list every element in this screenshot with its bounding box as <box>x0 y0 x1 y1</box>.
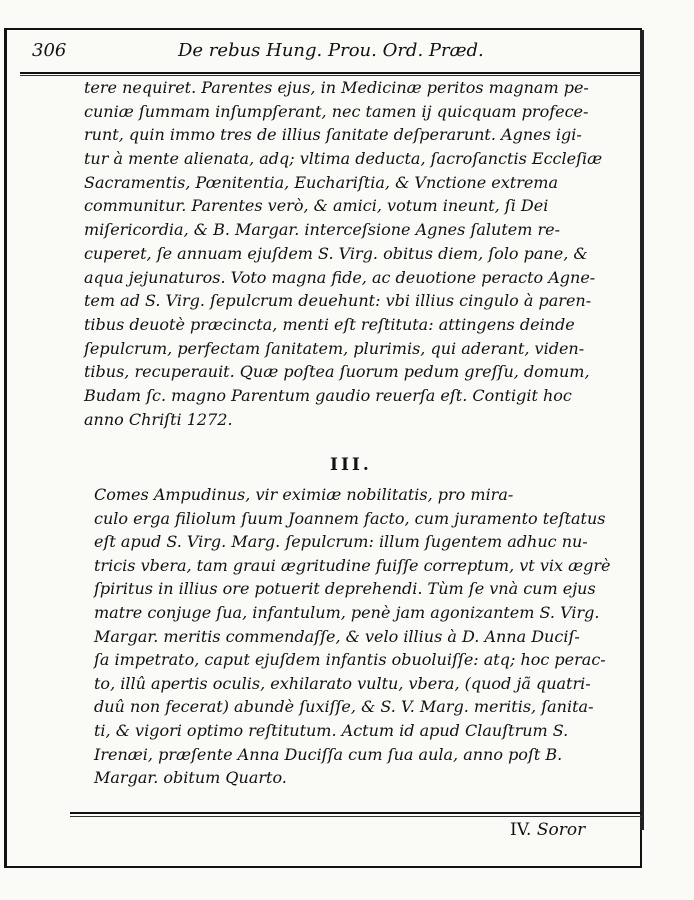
text-line: tere nequiret. Parentes ejus, in Medicinæ peritos magnam pe- <box>84 78 589 97</box>
text-line: ti, & vigori optimo reſtitutum. Actum id apud Clauſtrum S. <box>94 720 569 740</box>
paragraph-one <box>84 76 640 431</box>
text-line: runt, quin immo tres de illius ſanitate deſperarunt. Agnes igi- <box>84 125 582 145</box>
catchword <box>510 820 585 840</box>
text-line: tricis vbera, tam graui ægritudine fuiſſe correptum, vt vix ægrè <box>94 555 611 575</box>
text-line: tibus, recuperauit. Quæ poſtea ſuorum pedum greſſu, domum, <box>84 362 590 382</box>
text-line: Margar. meritis commendaſſe, & velo illius à D. Anna Duciſ- <box>94 626 580 646</box>
text-line: culo erga filiolum ſuum Joannem facto, cum juramento teſtatus <box>94 508 606 528</box>
text-line: eſt apud S. Virg. Marg. ſepulcrum: illum ſugentem adhuc nu- <box>94 532 588 552</box>
text-line: ſepulcrum, perfectam ſanitatem, plurimis, qui aderant, viden- <box>84 338 585 358</box>
section-heading: III. <box>330 455 372 475</box>
text-line: ſa impetrato, caput ejuſdem infantis obuoluiſſe: atq; hoc perac- <box>94 650 606 670</box>
header-rule <box>20 72 640 74</box>
text-line: duû non fecerat) abundè ſuxiſſe, & S. V. Marg. meritis, ſanita- <box>94 697 594 717</box>
catchword-word: Soror <box>536 820 586 840</box>
text-line: Comes Ampudinus, vir eximiæ nobilitatis, pro mira- <box>94 485 514 504</box>
text-line: aqua jejunaturos. Voto magna fide, ac deuotione peracto Agne- <box>84 267 596 287</box>
footer-rule-thin <box>70 816 642 817</box>
text-line: Budam ſc. magno Parentum gaudio reuerſa eſt. Contigit hoc <box>84 385 572 405</box>
border-shadow <box>640 30 644 830</box>
text-line: tur à mente alienata, adq; vltima deducta, ſacroſanctis Eccleſiæ <box>84 149 603 169</box>
text-line: matre conjuge ſua, infantulum, penè jam agonizantem S. Virg. <box>94 602 600 622</box>
text-line: anno Chriſti 1272. <box>84 409 233 429</box>
text-line: tibus deuotè præcincta, menti eſt reſtituta: attingens deinde <box>84 314 575 334</box>
paragraph-two <box>94 483 640 790</box>
text-line: cuperet, ſe annuam ejuſdem S. Virg. obitus diem, ſolo pane, & <box>84 243 588 263</box>
running-head: De rebus Hung. Prou. Ord. Præd. <box>178 40 484 61</box>
page-number: 306 <box>32 40 67 61</box>
text-line: Irenæi, præſente Anna Duciſſa cum ſua aula, anno poſt B. <box>94 744 563 764</box>
text-line: to, illû apertis oculis, exhilarato vultu, vbera, (quod jã quatri- <box>94 673 591 693</box>
text-line: communitur. Parentes verò, & amici, votum ineunt, ſi Dei <box>84 196 549 216</box>
text-line: Sacramentis, Pœnitentia, Euchariſtia, & Vnctione extrema <box>84 172 559 192</box>
text-line: ſpiritus in illius ore potuerit deprehendi. Tùm ſe vnà cum ejus <box>94 579 596 599</box>
catchword-numeral: IV. <box>510 820 532 840</box>
text-line: miſericordia, & B. Margar. interceſsione Agnes ſalutem re- <box>84 220 560 240</box>
text-line: Margar. obitum Quarto. <box>94 768 287 788</box>
text-line: cuniæ ſummam inſumpſerant, nec tamen ij quicquam profece- <box>84 101 589 121</box>
footer-rule <box>70 812 642 814</box>
text-line: tem ad S. Virg. ſepulcrum deuehunt: vbi illius cingulo à paren- <box>84 291 592 311</box>
